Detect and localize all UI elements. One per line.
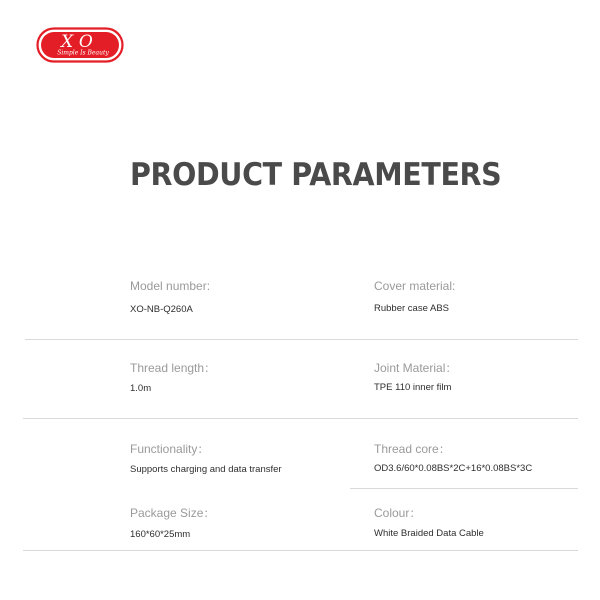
parameter-label: Joint Material： [374, 361, 458, 375]
logo-tagline: Simple Is Beauty [57, 49, 109, 57]
parameter-label: Colour： [374, 506, 422, 520]
parameter-cell [130, 359, 217, 394]
parameter-label: Functionality： [130, 442, 210, 456]
parameter-cell [130, 279, 211, 315]
parameter-value: 1.0m [130, 383, 152, 394]
page-title: PRODUCT PARAMETERS [130, 157, 502, 193]
parameter-value: TPE 110 inner film [374, 382, 452, 393]
parameter-cell [130, 440, 282, 475]
parameter-label: Thread length： [130, 361, 217, 375]
parameter-value: White Braided Data Cable [374, 528, 484, 539]
logo-text: XO [61, 32, 99, 52]
row-divider [25, 339, 578, 340]
row-divider [350, 488, 578, 489]
row-divider [23, 550, 578, 551]
parameter-label: Package Size： [130, 506, 216, 520]
parameter-cell [374, 440, 533, 474]
parameter-label: Model number: [130, 279, 211, 293]
parameter-value: XO-NB-Q260A [130, 304, 193, 315]
parameter-cell [130, 504, 216, 540]
parameter-cell [374, 504, 484, 539]
parameter-label: Thread core： [374, 442, 451, 456]
parameter-cell [374, 279, 456, 314]
parameter-value: OD3.6/60*0.08BS*2C+16*0.08BS*3C [374, 463, 533, 474]
parameter-value: Rubber case ABS [374, 303, 449, 314]
parameter-value: Supports charging and data transfer [130, 464, 282, 475]
parameter-cell [374, 359, 458, 393]
parameter-value: 160*60*25mm [130, 529, 191, 540]
row-divider [23, 418, 578, 419]
parameter-label: Cover material: [374, 279, 456, 293]
